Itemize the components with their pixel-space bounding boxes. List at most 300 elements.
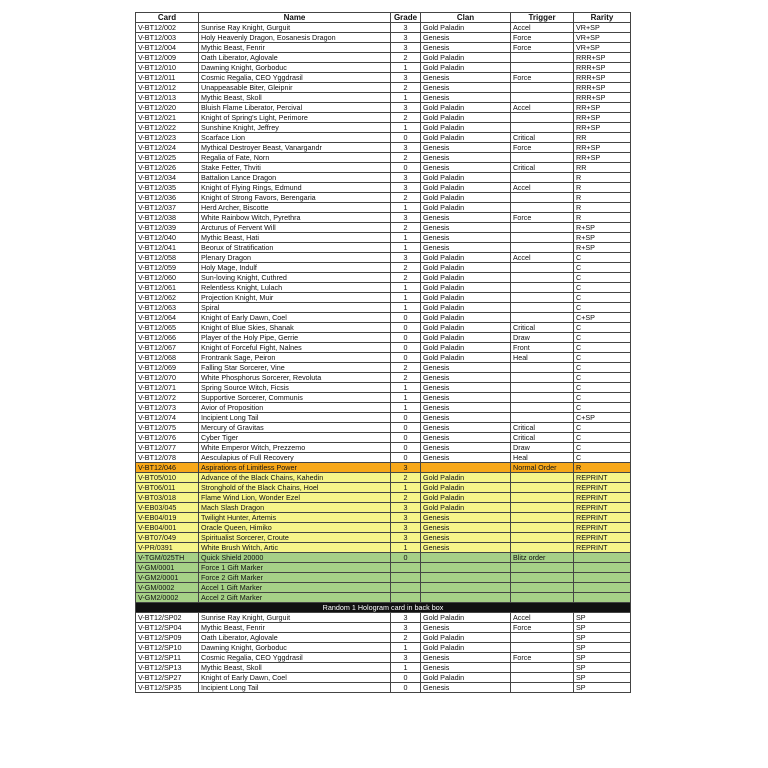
table-row [136, 653, 631, 663]
cell-rarity: RR [574, 163, 631, 173]
cell-rarity: VR+SP [574, 23, 631, 33]
cell-clan: Genesis [421, 653, 511, 663]
cell-grade: 3 [391, 533, 421, 543]
cell-clan: Genesis [421, 73, 511, 83]
table-row [136, 523, 631, 533]
cell-name: Player of the Holy Pipe, Gerrie [199, 333, 391, 343]
table-row [136, 383, 631, 393]
cell-card: V-PR/0391 [136, 543, 199, 553]
cell-name: Mythic Beast, Skoll [199, 663, 391, 673]
cell-name: Unappeasable Biter, Gleipnir [199, 83, 391, 93]
table-row [136, 443, 631, 453]
cell-grade: 1 [391, 293, 421, 303]
cell-clan: Gold Paladin [421, 643, 511, 653]
cell-card: V-BT12/036 [136, 193, 199, 203]
cell-grade: 2 [391, 53, 421, 63]
cell-clan: Gold Paladin [421, 113, 511, 123]
cell-trigger [511, 663, 574, 673]
cell-clan: Gold Paladin [421, 173, 511, 183]
cell-rarity: REPRINT [574, 513, 631, 523]
cell-trigger: Front [511, 343, 574, 353]
cell-clan: Gold Paladin [421, 193, 511, 203]
cell-rarity: SP [574, 673, 631, 683]
cell-clan: Genesis [421, 683, 511, 693]
cell-name: Oath Liberator, Aglovale [199, 633, 391, 643]
table-row [136, 123, 631, 133]
cell-rarity: REPRINT [574, 483, 631, 493]
cell-rarity: C [574, 333, 631, 343]
cell-trigger [511, 473, 574, 483]
cell-name: Projection Knight, Muir [199, 293, 391, 303]
table-row [136, 423, 631, 433]
cell-card: V-BT12/SP02 [136, 613, 199, 623]
cell-name: Avior of Proposition [199, 403, 391, 413]
cell-grade: 2 [391, 363, 421, 373]
cell-grade: 1 [391, 233, 421, 243]
cell-clan: Genesis [421, 623, 511, 633]
cell-trigger [511, 543, 574, 553]
cell-name: Accel 2 Gift Marker [199, 593, 391, 603]
cell-rarity: REPRINT [574, 493, 631, 503]
header-row [136, 13, 631, 23]
cell-rarity: REPRINT [574, 523, 631, 533]
cell-card: V-BT12/041 [136, 243, 199, 253]
cell-clan [421, 593, 511, 603]
cell-grade [391, 583, 421, 593]
cell-grade: 2 [391, 273, 421, 283]
table-row [136, 313, 631, 323]
cell-grade: 0 [391, 353, 421, 363]
cell-clan: Gold Paladin [421, 503, 511, 513]
table-row [136, 263, 631, 273]
banner-row [136, 603, 631, 613]
cell-clan: Genesis [421, 363, 511, 373]
cell-clan: Genesis [421, 33, 511, 43]
table-row [136, 183, 631, 193]
cell-rarity: SP [574, 683, 631, 693]
cell-card: V-BT12/034 [136, 173, 199, 183]
cell-grade: 1 [391, 93, 421, 103]
cell-card: V-GM/0001 [136, 563, 199, 573]
cell-name: Bluish Flame Liberator, Percival [199, 103, 391, 113]
cell-grade: 3 [391, 173, 421, 183]
cell-clan: Genesis [421, 453, 511, 463]
cell-card: V-BT12/003 [136, 33, 199, 43]
cell-trigger [511, 393, 574, 403]
cell-trigger: Critical [511, 433, 574, 443]
cell-name: Beorux of Stratification [199, 243, 391, 253]
cell-card: V-BT12/066 [136, 333, 199, 343]
cell-name: Spring Source Witch, Ficsis [199, 383, 391, 393]
cell-rarity: REPRINT [574, 533, 631, 543]
table-row [136, 323, 631, 333]
cell-card: V-BT12/061 [136, 283, 199, 293]
cell-name: Mythic Beast, Fenrir [199, 43, 391, 53]
table-row [136, 353, 631, 363]
cell-card: V-BT12/010 [136, 63, 199, 73]
cell-card: V-BT12/SP10 [136, 643, 199, 653]
cell-name: Knight of Early Dawn, Coel [199, 313, 391, 323]
cell-grade: 3 [391, 43, 421, 53]
cell-trigger [511, 513, 574, 523]
cell-clan: Gold Paladin [421, 203, 511, 213]
cell-trigger: Critical [511, 423, 574, 433]
cell-trigger [511, 673, 574, 683]
cell-grade: 1 [391, 663, 421, 673]
cell-card: V-BT12/SP04 [136, 623, 199, 633]
cell-trigger [511, 203, 574, 213]
table-row [136, 33, 631, 43]
cell-grade: 0 [391, 453, 421, 463]
cell-rarity: REPRINT [574, 473, 631, 483]
cell-name: Knight of Forceful Fight, Nalnes [199, 343, 391, 353]
table-row [136, 493, 631, 503]
cell-trigger [511, 233, 574, 243]
cell-trigger [511, 633, 574, 643]
cell-trigger [511, 303, 574, 313]
cell-clan: Gold Paladin [421, 483, 511, 493]
cell-name: Dawning Knight, Gorboduc [199, 643, 391, 653]
cell-trigger: Normal Order [511, 463, 574, 473]
cell-card: V-BT12/064 [136, 313, 199, 323]
cell-grade: 0 [391, 413, 421, 423]
cell-rarity: C+SP [574, 413, 631, 423]
cell-clan: Genesis [421, 393, 511, 403]
cell-card: V-BT12/058 [136, 253, 199, 263]
cell-grade: 2 [391, 263, 421, 273]
cell-grade [391, 593, 421, 603]
cell-card: V-BT12/038 [136, 213, 199, 223]
cell-rarity: C [574, 363, 631, 373]
cell-name: Aspirations of Limitless Power [199, 463, 391, 473]
cell-grade: 0 [391, 133, 421, 143]
cell-clan: Gold Paladin [421, 183, 511, 193]
cell-name: Oath Liberator, Aglovale [199, 53, 391, 63]
table-row [136, 673, 631, 683]
cell-rarity: R+SP [574, 233, 631, 243]
cell-grade: 3 [391, 33, 421, 43]
cell-rarity: RR+SP [574, 123, 631, 133]
cell-rarity: RR+SP [574, 113, 631, 123]
cell-grade: 3 [391, 73, 421, 83]
cell-trigger [511, 683, 574, 693]
cell-grade: 1 [391, 643, 421, 653]
cell-trigger: Force [511, 73, 574, 83]
cell-name: Spiritualist Sorcerer, Croute [199, 533, 391, 543]
cell-clan [421, 573, 511, 583]
cell-trigger [511, 273, 574, 283]
cell-trigger [511, 113, 574, 123]
cell-trigger [511, 53, 574, 63]
cell-rarity: R [574, 463, 631, 473]
cell-trigger: Force [511, 43, 574, 53]
cell-trigger: Heal [511, 453, 574, 463]
cell-clan: Gold Paladin [421, 613, 511, 623]
cell-card: V-BT12/SP27 [136, 673, 199, 683]
header-name: Name [199, 13, 391, 23]
cell-clan: Genesis [421, 373, 511, 383]
cell-clan: Gold Paladin [421, 313, 511, 323]
cell-card: V-BT12/069 [136, 363, 199, 373]
table-row [136, 683, 631, 693]
cell-clan: Gold Paladin [421, 353, 511, 363]
table-row [136, 253, 631, 263]
cell-grade: 0 [391, 553, 421, 563]
cell-grade: 0 [391, 423, 421, 433]
cell-name: Dawning Knight, Gorboduc [199, 63, 391, 73]
table-row [136, 163, 631, 173]
cell-card: V-BT05/010 [136, 473, 199, 483]
cell-trigger: Accel [511, 103, 574, 113]
cell-rarity: C [574, 453, 631, 463]
cell-name: Stake Fetter, Thviti [199, 163, 391, 173]
cell-card: V-BT12/012 [136, 83, 199, 93]
table-row [136, 83, 631, 93]
cell-clan: Genesis [421, 93, 511, 103]
cell-card: V-EB04/001 [136, 523, 199, 533]
cell-rarity: RRR+SP [574, 93, 631, 103]
table-row [136, 93, 631, 103]
cell-rarity: REPRINT [574, 503, 631, 513]
cell-clan: Gold Paladin [421, 293, 511, 303]
table-row [136, 663, 631, 673]
cell-grade: 1 [391, 383, 421, 393]
cell-clan: Gold Paladin [421, 63, 511, 73]
cell-rarity [574, 563, 631, 573]
cell-rarity: SP [574, 613, 631, 623]
cell-name: Oracle Queen, Himiko [199, 523, 391, 533]
table-row [136, 63, 631, 73]
cell-trigger [511, 533, 574, 543]
cell-clan: Genesis [421, 423, 511, 433]
cell-clan: Genesis [421, 523, 511, 533]
cell-rarity: C [574, 293, 631, 303]
cell-card: V-BT12/071 [136, 383, 199, 393]
cell-trigger [511, 583, 574, 593]
cell-clan [421, 463, 511, 473]
cell-grade: 0 [391, 683, 421, 693]
table-row [136, 193, 631, 203]
cell-rarity: C [574, 423, 631, 433]
table-row [136, 543, 631, 553]
cell-card: V-BT12/075 [136, 423, 199, 433]
cell-clan: Genesis [421, 543, 511, 553]
cell-clan: Gold Paladin [421, 323, 511, 333]
cell-card: V-BT12/046 [136, 463, 199, 473]
cell-clan: Genesis [421, 143, 511, 153]
cell-name: Knight of Blue Skies, Shanak [199, 323, 391, 333]
cell-trigger [511, 573, 574, 583]
cell-trigger [511, 493, 574, 503]
cell-card: V-BT12/068 [136, 353, 199, 363]
cell-rarity: SP [574, 653, 631, 663]
cell-card: V-BT06/011 [136, 483, 199, 493]
table-row [136, 173, 631, 183]
table-row [136, 623, 631, 633]
cell-name: Holy Heavenly Dragon, Eosanesis Dragon [199, 33, 391, 43]
cell-trigger [511, 593, 574, 603]
cell-clan: Genesis [421, 433, 511, 443]
cell-rarity: RRR+SP [574, 53, 631, 63]
table-row [136, 363, 631, 373]
cell-grade: 2 [391, 113, 421, 123]
cell-name: Mythic Beast, Skoll [199, 93, 391, 103]
cell-rarity: R [574, 203, 631, 213]
table-row [136, 593, 631, 603]
cell-rarity: SP [574, 663, 631, 673]
cell-rarity: SP [574, 633, 631, 643]
cell-trigger [511, 283, 574, 293]
cell-rarity: R [574, 183, 631, 193]
cell-trigger [511, 313, 574, 323]
cell-rarity: RR+SP [574, 143, 631, 153]
cell-card: V-BT12/078 [136, 453, 199, 463]
cell-rarity: RRR+SP [574, 83, 631, 93]
cell-grade: 3 [391, 503, 421, 513]
cell-grade: 2 [391, 153, 421, 163]
table-row [136, 293, 631, 303]
cell-grade: 0 [391, 313, 421, 323]
cell-card: V-BT12/039 [136, 223, 199, 233]
cell-name: Regalia of Fate, Norn [199, 153, 391, 163]
table-row [136, 403, 631, 413]
table-row [136, 333, 631, 343]
cell-name: Plenary Dragon [199, 253, 391, 263]
cell-trigger [511, 403, 574, 413]
cell-clan: Genesis [421, 213, 511, 223]
cell-clan: Gold Paladin [421, 23, 511, 33]
cell-card: V-BT12/022 [136, 123, 199, 133]
cell-name: Spiral [199, 303, 391, 313]
cell-card: V-BT12/062 [136, 293, 199, 303]
cell-clan: Gold Paladin [421, 123, 511, 133]
cell-clan: Genesis [421, 153, 511, 163]
cell-grade: 2 [391, 373, 421, 383]
table-row [136, 113, 631, 123]
cell-trigger [511, 523, 574, 533]
cell-trigger: Critical [511, 323, 574, 333]
cell-rarity: C [574, 353, 631, 363]
cell-trigger: Force [511, 213, 574, 223]
table-row [136, 393, 631, 403]
cell-clan: Genesis [421, 233, 511, 243]
cell-card: V-BT12/SP11 [136, 653, 199, 663]
cell-grade: 0 [391, 443, 421, 453]
cell-card: V-BT12/035 [136, 183, 199, 193]
cell-clan: Genesis [421, 383, 511, 393]
cell-trigger: Heal [511, 353, 574, 363]
cell-trigger [511, 383, 574, 393]
table-row [136, 153, 631, 163]
cell-name: Cosmic Regalia, CEO Yggdrasil [199, 653, 391, 663]
cell-rarity: SP [574, 643, 631, 653]
cell-grade: 3 [391, 463, 421, 473]
cell-grade: 0 [391, 163, 421, 173]
cell-name: Quick Shield 20000 [199, 553, 391, 563]
cell-trigger: Draw [511, 443, 574, 453]
cell-name: Sunshine Knight, Jeffrey [199, 123, 391, 133]
cell-name: Sunrise Ray Knight, Gurguit [199, 613, 391, 623]
table-row [136, 233, 631, 243]
cell-rarity: C [574, 323, 631, 333]
cell-card: V-BT07/049 [136, 533, 199, 543]
cell-rarity: C+SP [574, 313, 631, 323]
table-row [136, 303, 631, 313]
cell-name: Incipient Long Tail [199, 413, 391, 423]
cell-trigger [511, 173, 574, 183]
table-row [136, 53, 631, 63]
cell-clan: Gold Paladin [421, 673, 511, 683]
cell-trigger [511, 363, 574, 373]
cell-grade: 1 [391, 393, 421, 403]
cell-clan [421, 563, 511, 573]
cell-card: V-BT12/077 [136, 443, 199, 453]
cell-card: V-BT12/059 [136, 263, 199, 273]
cell-card: V-EB03/045 [136, 503, 199, 513]
cell-name: Sun-loving Knight, Cuthred [199, 273, 391, 283]
table-row [136, 583, 631, 593]
cell-grade: 1 [391, 403, 421, 413]
cell-trigger [511, 153, 574, 163]
cell-card: V-TGM/025TH [136, 553, 199, 563]
cell-clan: Genesis [421, 533, 511, 543]
cell-name: White Phosphorus Sorcerer, Revoluta [199, 373, 391, 383]
cell-name: Frontrank Sage, Peiron [199, 353, 391, 363]
table-row [136, 473, 631, 483]
table-row [136, 433, 631, 443]
cell-card: V-BT12/026 [136, 163, 199, 173]
table-row [136, 563, 631, 573]
cell-rarity: C [574, 403, 631, 413]
cell-rarity [574, 593, 631, 603]
cell-trigger [511, 263, 574, 273]
card-list-table [135, 12, 631, 693]
cell-grade: 0 [391, 673, 421, 683]
cell-name: Falling Star Sorcerer, Vine [199, 363, 391, 373]
cell-grade: 3 [391, 183, 421, 193]
cell-card: V-BT03/018 [136, 493, 199, 503]
cell-name: Relentless Knight, Lulach [199, 283, 391, 293]
cell-card: V-BT12/002 [136, 23, 199, 33]
cell-clan: Gold Paladin [421, 253, 511, 263]
table-row [136, 203, 631, 213]
header-card: Card [136, 13, 199, 23]
cell-clan: Genesis [421, 43, 511, 53]
cell-card: V-BT12/073 [136, 403, 199, 413]
cell-rarity: R+SP [574, 223, 631, 233]
cell-trigger [511, 83, 574, 93]
cell-rarity: C [574, 433, 631, 443]
cell-name: Aesculapius of Full Recovery [199, 453, 391, 463]
cell-trigger [511, 413, 574, 423]
cell-name: Supportive Sorcerer, Communis [199, 393, 391, 403]
cell-rarity: R+SP [574, 243, 631, 253]
cell-name: Mercury of Gravitas [199, 423, 391, 433]
cell-trigger: Critical [511, 133, 574, 143]
cell-trigger [511, 123, 574, 133]
cell-grade: 1 [391, 483, 421, 493]
cell-trigger [511, 293, 574, 303]
table-row [136, 413, 631, 423]
cell-name: Incipient Long Tail [199, 683, 391, 693]
cell-clan: Genesis [421, 403, 511, 413]
cell-grade: 1 [391, 203, 421, 213]
cell-grade: 1 [391, 283, 421, 293]
cell-name: Arcturus of Fervent Will [199, 223, 391, 233]
cell-card: V-GM/0002 [136, 583, 199, 593]
cell-grade: 0 [391, 323, 421, 333]
cell-name: Sunrise Ray Knight, Gurguit [199, 23, 391, 33]
